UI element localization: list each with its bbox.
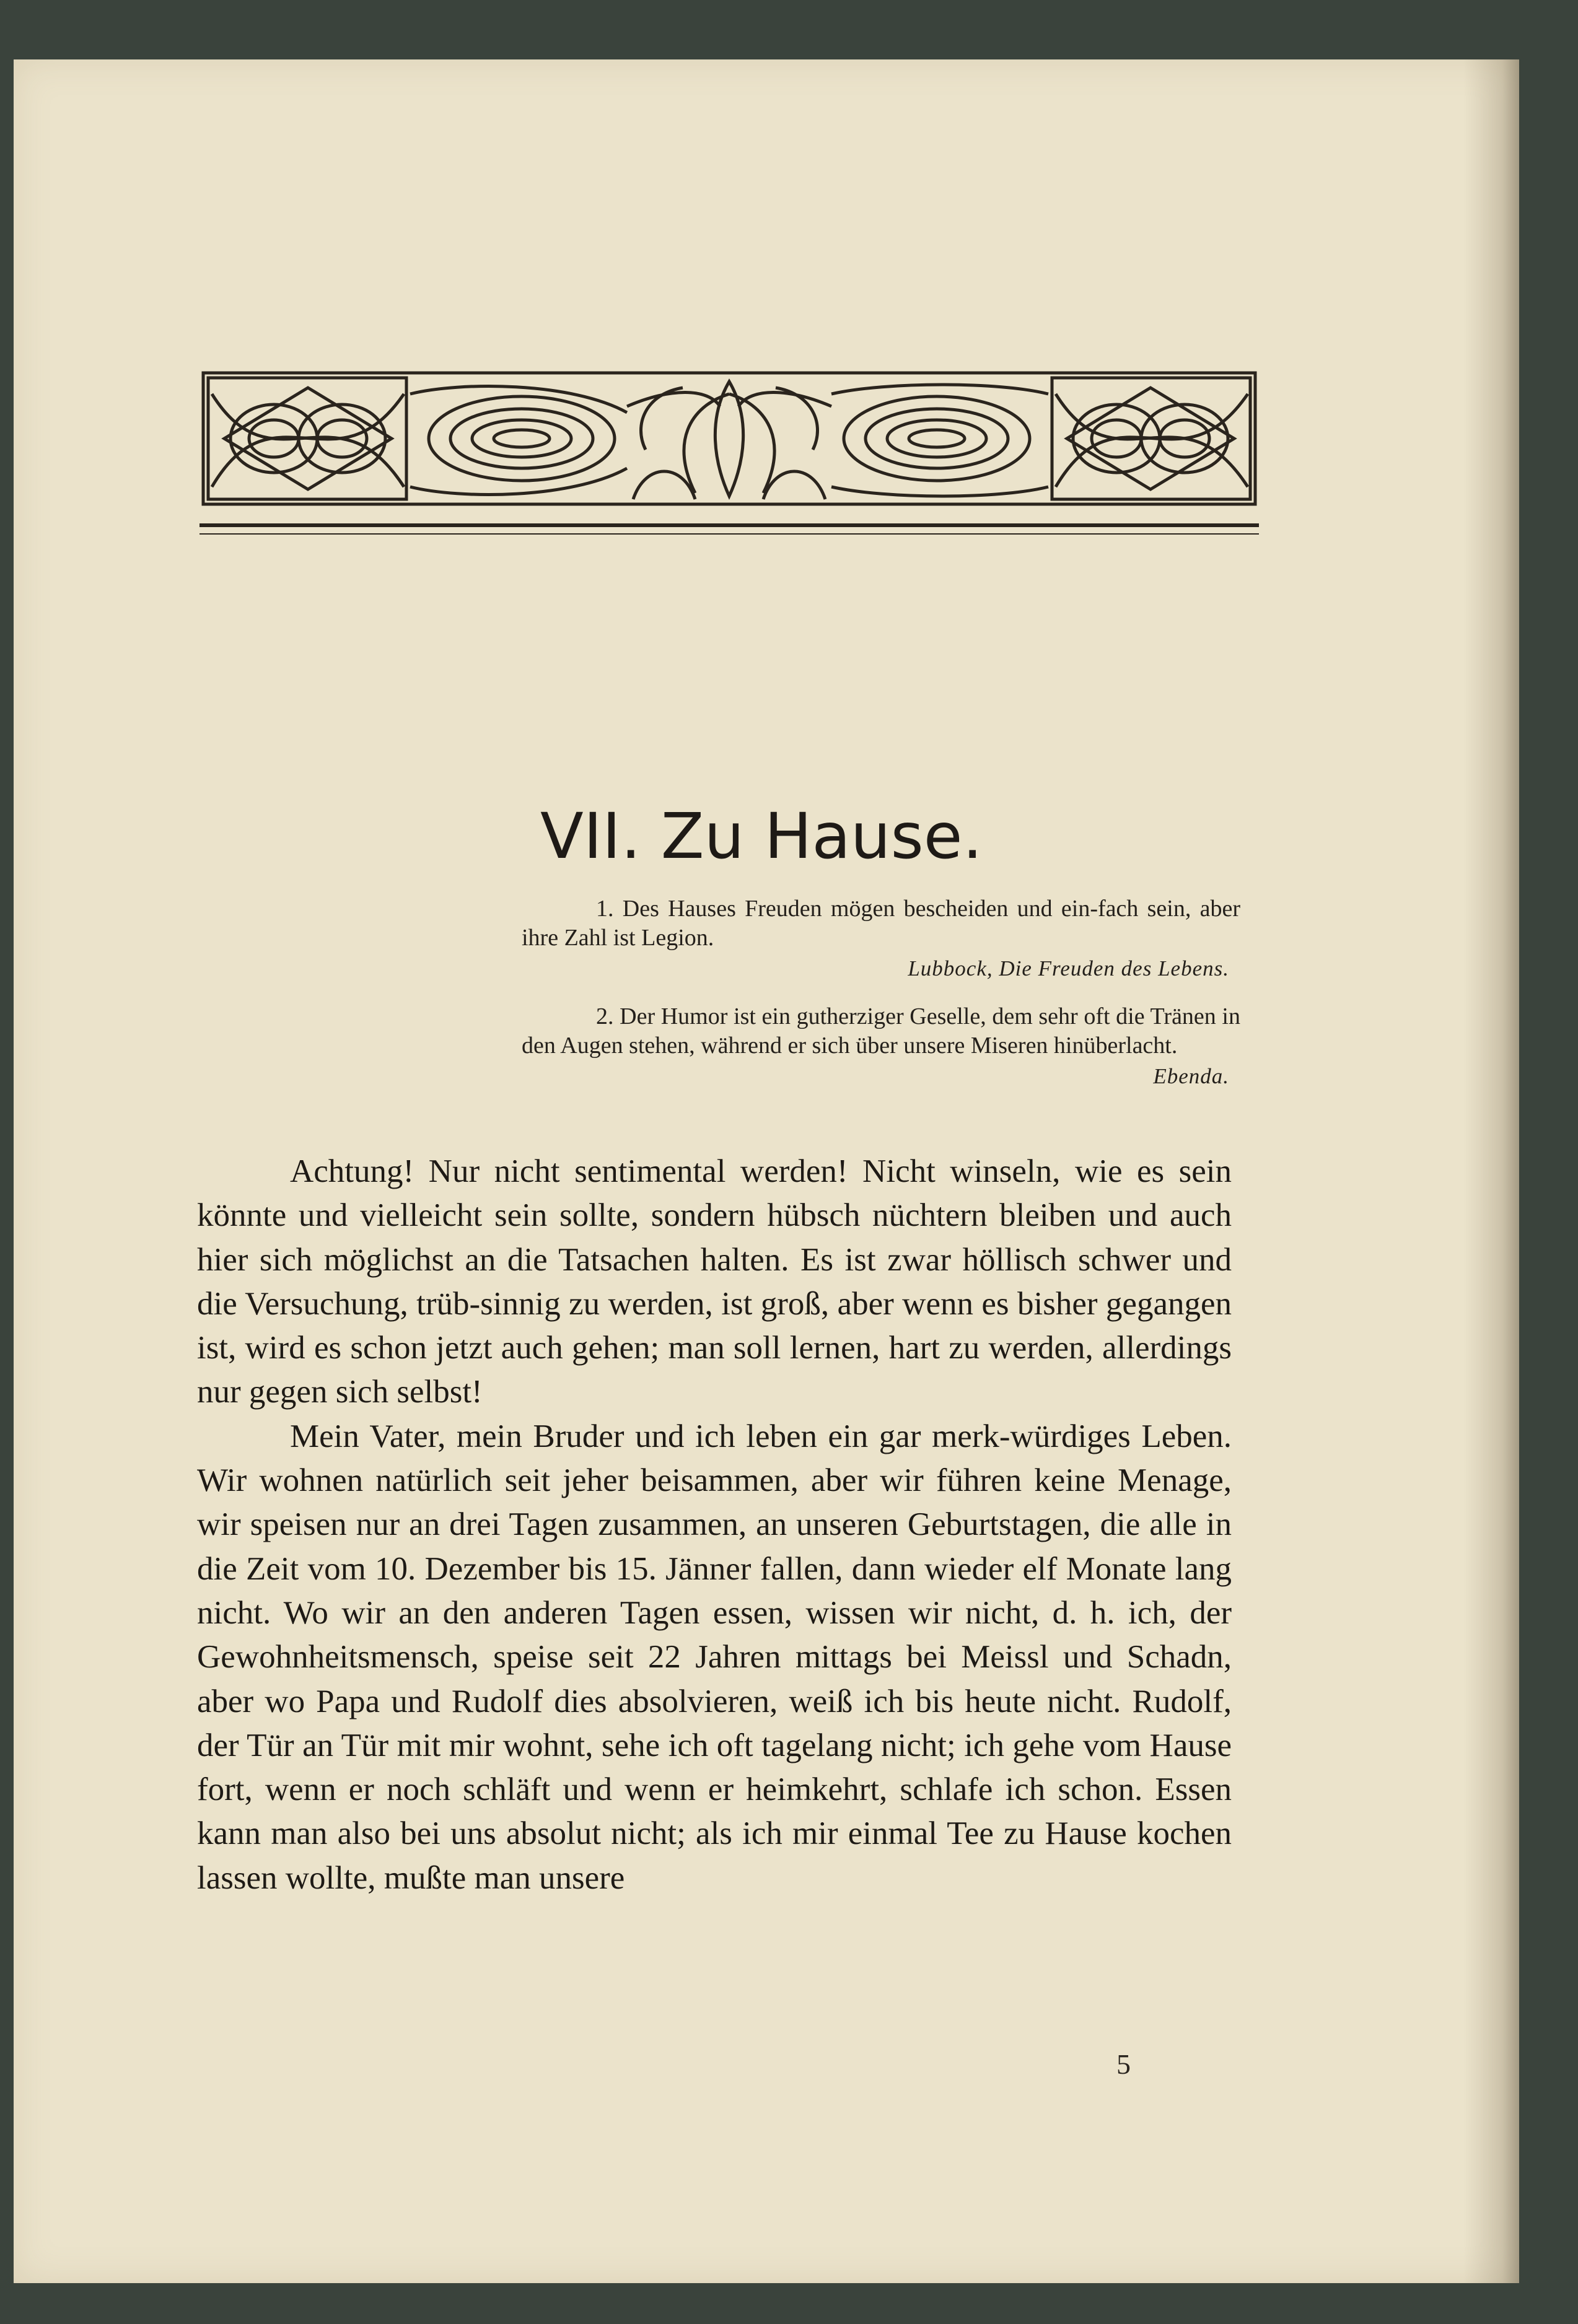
page-edge-shadow — [1463, 59, 1519, 2283]
epigraphs — [522, 894, 1240, 1110]
epigraph-1 — [522, 894, 1240, 981]
epigraph-text: 2. Der Humor ist ein gutherziger Geselle, dem sehr oft die Tränen in den Augen stehen, während er sich über unsere Miseren hinüberlacht. — [522, 1003, 1240, 1059]
epigraph-text: 1. Des Hauses Freuden mögen bescheiden und ein-fach sein, aber ihre Zahl ist Legion. — [522, 896, 1240, 951]
book-page — [14, 59, 1519, 2283]
epigraph-2 — [522, 1002, 1240, 1089]
epigraph-source: Lubbock, Die Freuden des Lebens. — [908, 956, 1229, 981]
page-number: 5 — [1116, 2048, 1131, 2080]
epigraph-source: Ebenda. — [1153, 1064, 1229, 1088]
paragraph-1: Achtung! Nur nicht sentimental werden! Nicht winseln, wie es sein könnte und vielleicht sein sollte, sondern hübsch nüchtern bleiben und auch hier sich möglichst an die Tatsachen halten. Es ist zwar höllisch schwer und die Versuchung, trüb-sinnig zu werden, ist groß, aber wenn es bisher gegangen ist, wird es schon jetzt auch gehen; man soll lernen, hart zu werden, allerdings nur gegen sich selbst! — [197, 1153, 1232, 1410]
body-text — [197, 1150, 1232, 1900]
chapter-title: VII. Zu Hause. — [540, 800, 983, 873]
celtic-knot-ornament — [199, 369, 1259, 540]
paragraph-2: Mein Vater, mein Bruder und ich leben ein gar merk-würdiges Leben. Wir wohnen natürlich seit jeher beisammen, aber wir führen keine Menage, wir speisen nur an drei Tagen zusammen, an unseren Geburtstagen, die alle in die Zeit vom 10. Dezember bis 15. Jänner fallen, dann wieder elf Monate lang nicht. Wo wir an den anderen Tagen essen, wissen wir nicht, d. h. ich, der Gewohnheitsmensch, speise seit 22 Jahren mittags bei Meissl und Schadn, aber wo Papa und Rudolf dies absolvieren, weiß ich bis heute nicht. Rudolf, der Tür an Tür mit mir wohnt, sehe ich oft tagelang nicht; ich gehe vom Hause fort, wenn er noch schläft und wenn er heimkehrt, schlafe ich schon. Essen kann man also bei uns absolut nicht; als ich mir einmal Tee zu Hause kochen lassen wollte, mußte man unsere — [197, 1418, 1232, 1896]
